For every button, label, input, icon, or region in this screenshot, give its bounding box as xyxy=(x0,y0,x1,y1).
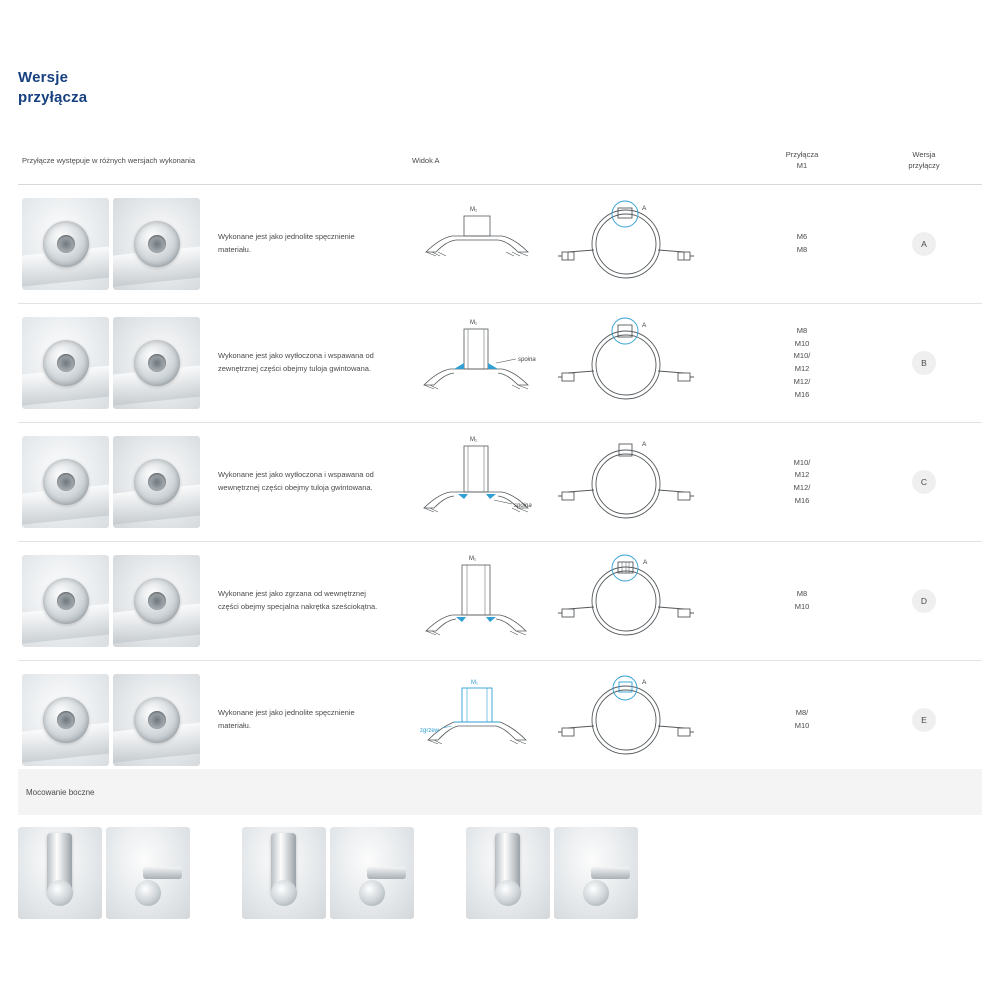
row-description-cell xyxy=(18,198,408,290)
product-photos xyxy=(22,198,200,290)
row-version-cell xyxy=(866,470,982,494)
svg-text:M₁: M₁ xyxy=(469,556,477,562)
table-row xyxy=(18,185,982,304)
row-diagram-cell xyxy=(408,313,738,413)
version-badge: E xyxy=(912,708,936,732)
column-header-version-line2: przyłączy xyxy=(908,161,940,170)
product-photo xyxy=(22,555,109,647)
column-header-view: Widok A xyxy=(412,155,440,165)
product-photos xyxy=(22,555,200,647)
product-photos xyxy=(22,674,200,766)
svg-text:A: A xyxy=(642,205,647,212)
row-diagram-cell xyxy=(408,551,738,651)
diagram-view-c xyxy=(408,432,738,532)
row-m1-values: M10/ M12 M12/ M16 xyxy=(793,457,811,505)
svg-text:A: A xyxy=(643,559,648,566)
row-description-cell xyxy=(18,436,408,528)
svg-text:M₁: M₁ xyxy=(470,207,478,213)
product-photo xyxy=(113,436,200,528)
row-m1-values: M8 M10 M10/ M12 M12/ M16 xyxy=(793,325,811,399)
svg-text:spoina: spoina xyxy=(514,503,532,509)
row-description-cell xyxy=(18,317,408,409)
row-version-cell xyxy=(866,708,982,732)
row-version-cell xyxy=(866,589,982,613)
side-mount-photo xyxy=(466,827,550,919)
svg-text:spoina: spoina xyxy=(518,357,536,363)
page-title xyxy=(18,68,87,109)
product-photo xyxy=(113,317,200,409)
versions-table xyxy=(18,136,982,780)
version-badge: D xyxy=(912,589,936,613)
row-description-text: Wykonane jest jako jednolite spęcznienie materiału. xyxy=(218,708,355,730)
side-mount-gallery xyxy=(18,818,982,928)
table-header-row xyxy=(18,136,982,185)
svg-text:A: A xyxy=(642,322,647,329)
version-badge: C xyxy=(912,470,936,494)
side-mount-pair xyxy=(242,827,414,919)
product-photo xyxy=(22,317,109,409)
diagram-view-d xyxy=(408,551,738,651)
column-header-m1 xyxy=(738,149,866,172)
row-diagram-cell xyxy=(408,670,738,770)
svg-text:A: A xyxy=(642,679,647,686)
column-header-m1-line1: Przyłącza xyxy=(785,149,819,159)
column-header-description: Przyłącze występuje w różnych wersjach wykonania xyxy=(22,155,195,165)
side-mount-pair xyxy=(18,827,190,919)
side-mount-pair xyxy=(466,827,638,919)
product-photo xyxy=(22,436,109,528)
column-header-version-line1: Wersja xyxy=(912,149,936,159)
svg-text:zgrzew: zgrzew xyxy=(420,728,440,734)
side-mount-photo xyxy=(330,827,414,919)
row-description-text: Wykonane jest jako jednolite spęcznienie materiału. xyxy=(218,232,355,254)
product-photo xyxy=(113,198,200,290)
product-photo xyxy=(22,198,109,290)
row-m1-values: M8/ M10 xyxy=(794,708,810,730)
version-badge: B xyxy=(912,351,936,375)
product-photo xyxy=(113,555,200,647)
version-badge: A xyxy=(912,232,936,256)
side-mount-photo xyxy=(106,827,190,919)
row-m1-values: M8 M10 xyxy=(794,589,810,611)
side-mount-heading: Mocowanie boczne xyxy=(18,769,982,815)
page-title-line2: przyłącza xyxy=(18,89,88,107)
side-mount-photo xyxy=(242,827,326,919)
row-description-cell xyxy=(18,674,408,766)
column-header-m1-line2: M1 xyxy=(796,161,808,170)
column-header-version xyxy=(866,149,982,172)
svg-text:M₁: M₁ xyxy=(471,680,479,686)
product-photos xyxy=(22,317,200,409)
table-row xyxy=(18,542,982,661)
side-mount-photo xyxy=(18,827,102,919)
row-description-text: Wykonane jest jako wytłoczona i wspawana od zewnętrznej części obejmy tuloja gwintowana. xyxy=(218,351,374,373)
row-diagram-cell xyxy=(408,194,738,294)
row-version-cell xyxy=(866,232,982,256)
row-description-text: Wykonane jest jako zgrzana od wewnętrznej części obejmy specjalna nakrętka sześciokątna. xyxy=(218,589,378,611)
row-description-text: Wykonane jest jako wytłoczona i wspawana od wewnętrznej części obejmy tuloja gwintowana. xyxy=(218,470,374,492)
side-mount-photo xyxy=(554,827,638,919)
product-photo xyxy=(22,674,109,766)
product-photo xyxy=(113,674,200,766)
table-row xyxy=(18,661,982,780)
diagram-view-b xyxy=(408,313,738,413)
product-photos xyxy=(22,436,200,528)
row-m1-values: M6 M8 xyxy=(796,232,808,254)
page-title-line1: Wersje xyxy=(18,69,69,86)
row-version-cell xyxy=(866,351,982,375)
diagram-view-e xyxy=(408,670,738,770)
svg-text:M₁: M₁ xyxy=(470,437,478,443)
table-row xyxy=(18,423,982,542)
row-description-cell xyxy=(18,555,408,647)
diagram-view-a xyxy=(408,194,738,294)
svg-text:M₁: M₁ xyxy=(470,320,478,326)
row-diagram-cell xyxy=(408,432,738,532)
svg-text:A: A xyxy=(642,441,647,448)
table-row xyxy=(18,304,982,423)
